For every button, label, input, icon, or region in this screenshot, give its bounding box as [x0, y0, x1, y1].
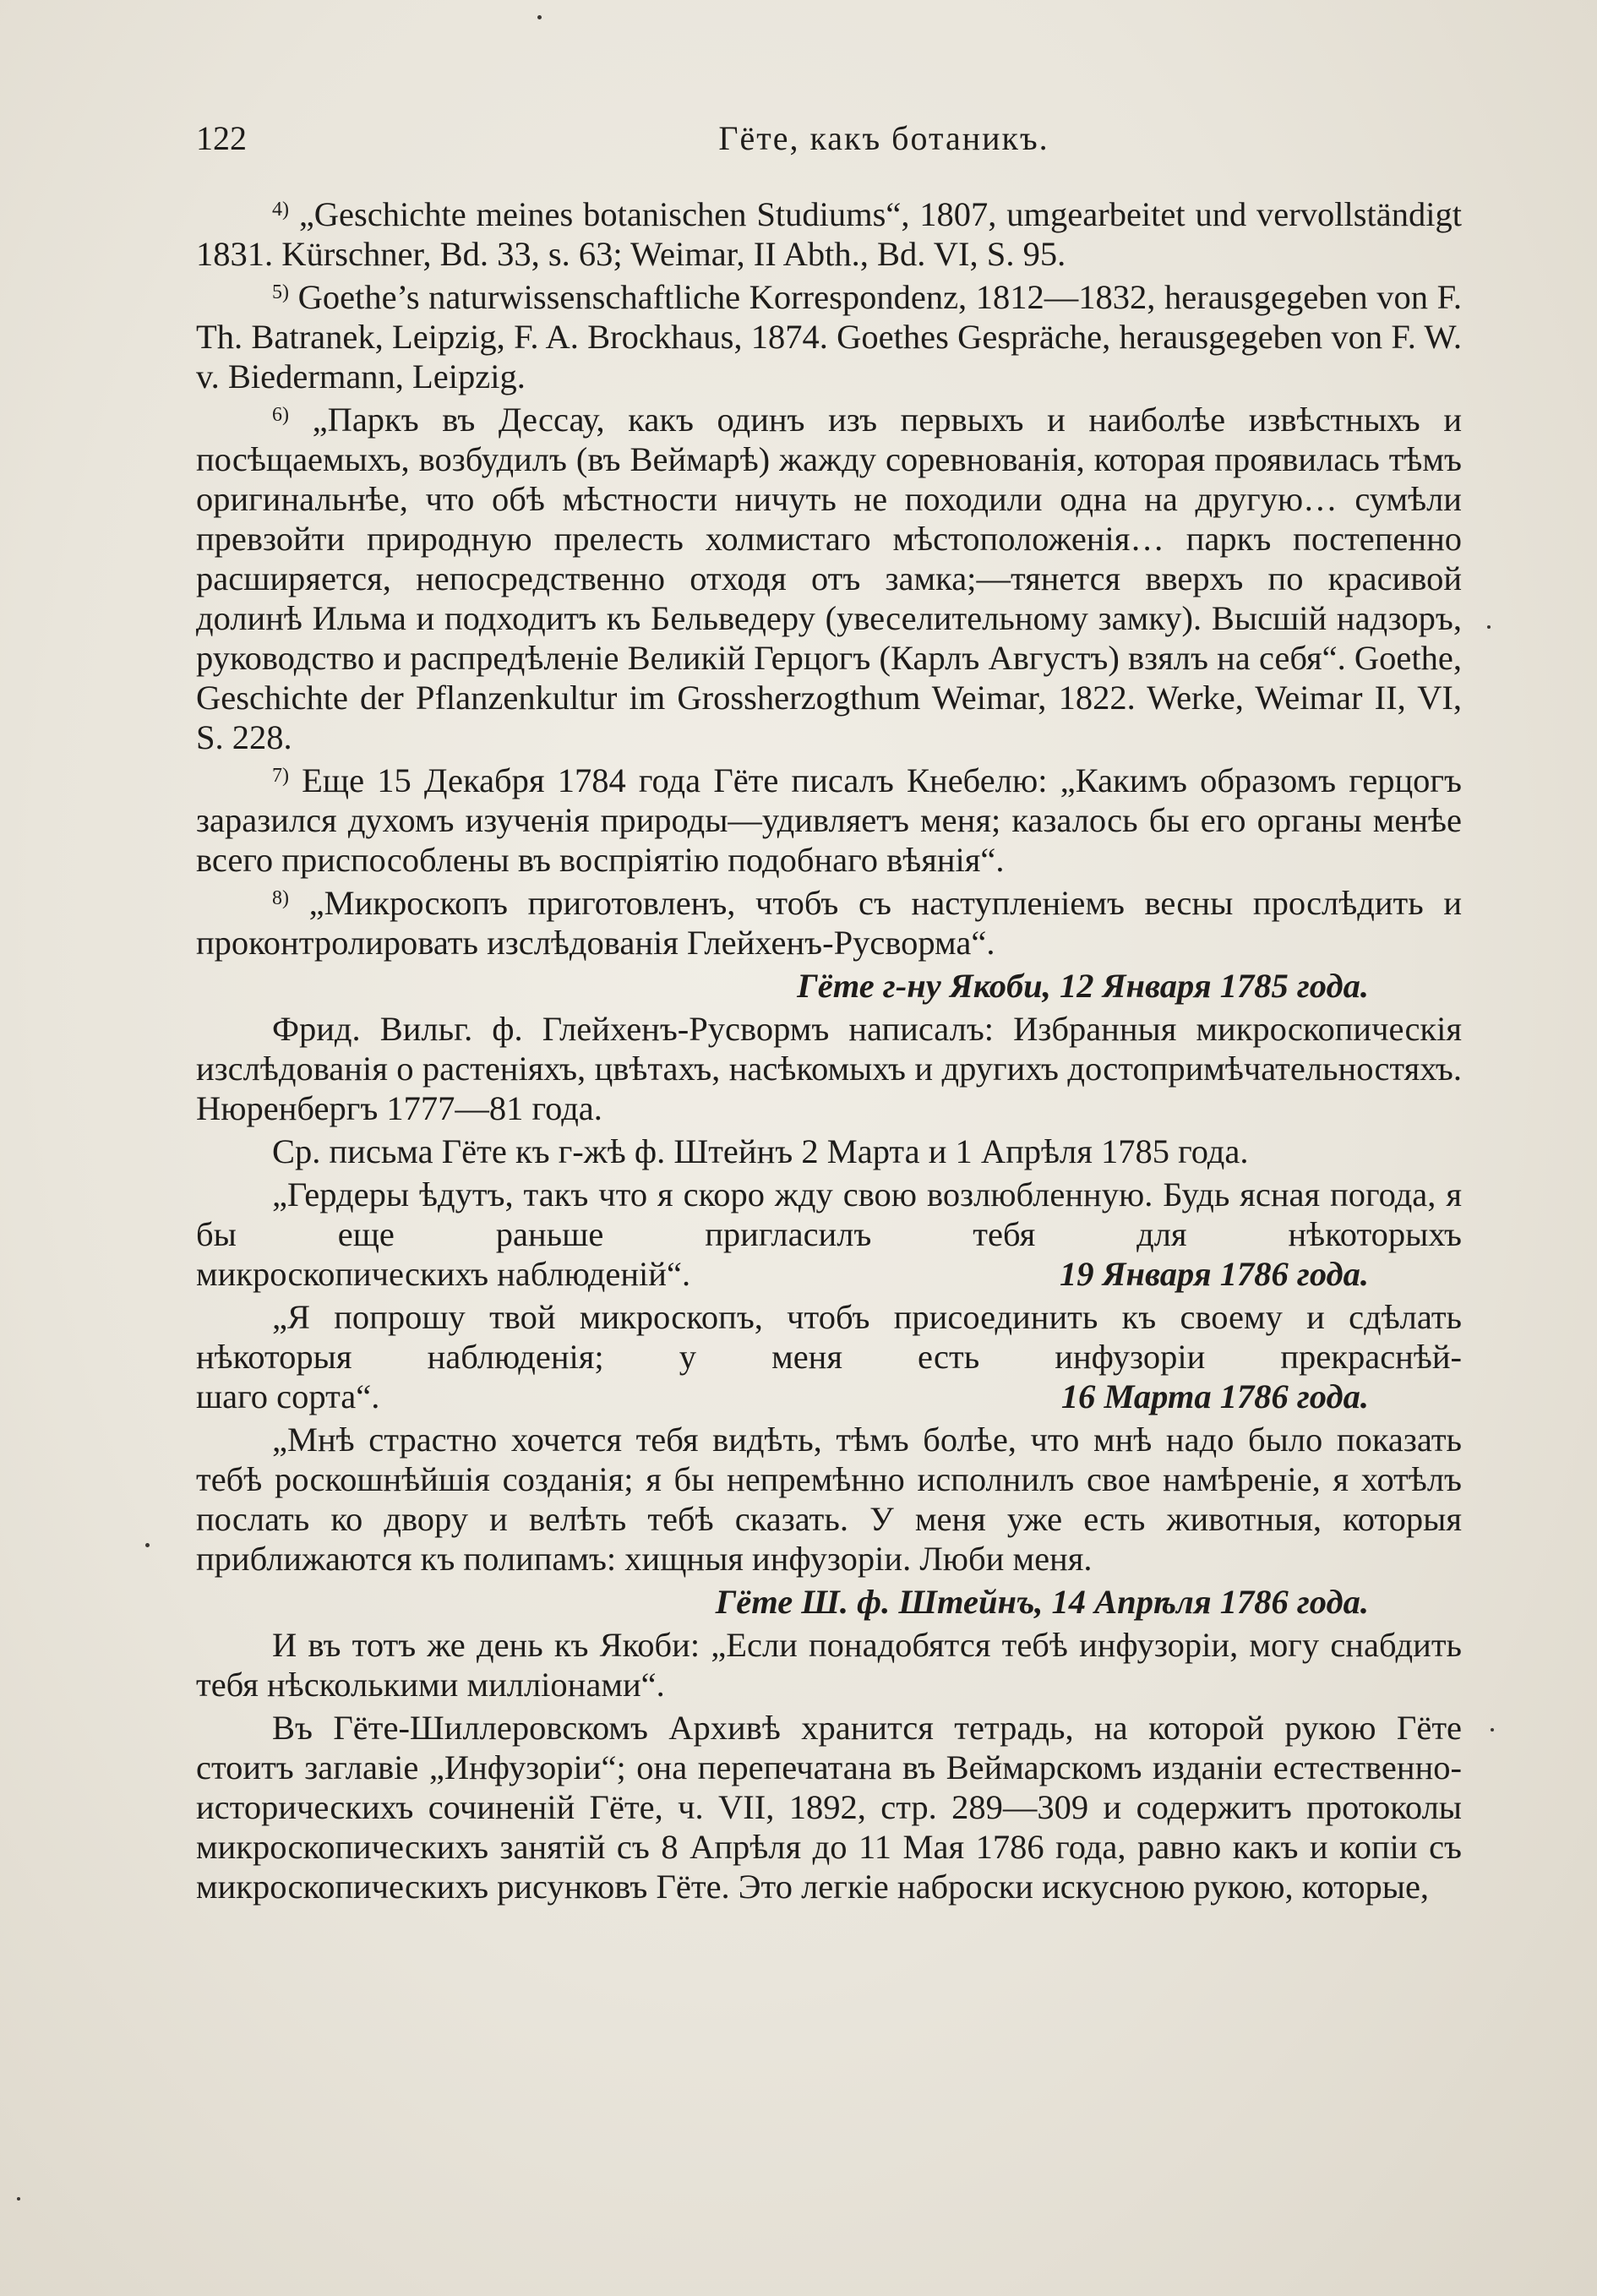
page-number: 122	[196, 119, 247, 157]
letter-quote: „Я попрошу твой микроскопъ, чтобъ присоединить къ своему и сдѣлать нѣкоторыя наблюденія; у меня есть инфузоріи прекраснѣй-	[196, 1298, 1462, 1376]
body-paragraph: Въ Гёте-Шиллеровскомъ Архивѣ хранится тетрадь, на которой рукою Гёте стоитъ заглавіе „Инфузоріи“; она перепечатана въ Веймарскомъ изданіи естественно-историческихъ сочиненій Гёте, ч. VII, 1892, стр. 289—309 и содержитъ протоколы микроскопическихъ занятій съ 8 Апрѣля до 11 Мая 1786 года, равно какъ и копіи съ микроскопическихъ рисунковъ Гёте. Это легкіе наброски искусною рукою, которые,	[196, 1709, 1462, 1906]
footnote-mark: 5)	[272, 281, 289, 303]
footnote-mark: 6)	[272, 404, 289, 426]
letter-signature: Гёте Ш. ф. Штейнъ, 14 Апрѣля 1786 года.	[715, 1583, 1369, 1621]
footnote-text: Еще 15 Декабря 1784 года Гёте писалъ Кнебелю: „Какимъ образомъ герцогъ заразился духомъ изученія природы—удивляетъ меня; казалось бы его органы менѣе всего приспособлены въ воспріятію подобнаго вѣянія“.	[196, 761, 1462, 879]
print-speck	[537, 15, 542, 19]
footnote-6	[196, 400, 1462, 757]
body-paragraph: Фрид. Вильг. ф. Глейхенъ-Русвормъ написалъ: Избранныя микроскопическія изслѣдованія о растеніяхъ, цвѣтахъ, насѣкомыхъ и другихъ достопримѣчательностяхъ. Нюренбергъ 1777—81 года.	[196, 1010, 1462, 1127]
page-header	[196, 118, 1462, 157]
quote-last-line: микроскопическихъ наблюденій“.	[196, 1255, 691, 1293]
letter-date: 16 Марта 1786 года.	[1060, 1377, 1369, 1415]
footnote-5	[196, 277, 1462, 396]
footnote-8	[196, 883, 1462, 963]
footnote-text: „Geschichte meines botanischen Studiums“, 1807, umgearbeitet und vervollständigt 1831. Kürschner, Bd. 33, s. 63; Weimar, II Abth., Bd. VI, S. 95.	[196, 195, 1462, 273]
print-speck	[1491, 1728, 1494, 1732]
letter-quote: „Гердеры ѣдутъ, такъ что я скоро жду свою возлюбленную. Будь ясная погода, я бы еще раньше пригласилъ тебя для нѣкоторыхъ	[196, 1175, 1462, 1253]
footnote-mark: 8)	[272, 887, 289, 909]
footnote-mark: 7)	[272, 765, 289, 787]
footnote-text: Goethe’s naturwissenschaftliche Korrespondenz, 1812—1832, herausgegeben von F. Th. Batranek, Leipzig, F. A. Brockhaus, 1874. Goethes Gespräche, herausgegeben von F. W. v. Biedermann, Leipzig.	[196, 278, 1463, 395]
quote-last-line: шаго сорта“.	[196, 1377, 380, 1415]
footnote-4	[196, 194, 1462, 274]
footnote-7	[196, 761, 1462, 880]
page-content	[196, 118, 1462, 1910]
letter-date: 19 Января 1786 года.	[1059, 1255, 1369, 1293]
footnote-mark: 4)	[272, 199, 289, 221]
footnote-text: „Паркъ въ Дессау, какъ одинъ изъ первыхъ и наиболѣе извѣстныхъ и посѣщаемыхъ, возбудилъ (въ Веймарѣ) жажду соревнованія, которая проявилась тѣмъ оригинальнѣе, что обѣ мѣстности ничуть не походили одна на другую… сумѣли превзойти природную прелесть холмистаго мѣстоположенія… паркъ постепенно расширяется, непосредственно отходя отъ замка;—тянется вверхъ по красивой долинѣ Ильма и подходитъ къ Бельведеру (увеселительному замку). Высшій надзоръ, руководство и распредѣленіе Великій Герцогъ (Карлъ Августъ) взялъ на себя“. Goethe, Geschichte der Pflanzenkultur im Grossherzogthum Weimar, 1822. Werke, Weimar II, VI, S. 228.	[196, 401, 1462, 756]
body-paragraph: И въ тотъ же день къ Якоби: „Если понадобятся тебѣ инфузоріи, могу снабдить тебя нѣсколькими милліонами“.	[196, 1626, 1462, 1704]
letter-quote-end	[196, 1377, 1462, 1416]
body-paragraph: Ср. письма Гёте къ г-жѣ ф. Штейнъ 2 Марта и 1 Апрѣля 1785 года.	[272, 1132, 1249, 1170]
print-speck	[17, 2197, 20, 2201]
footnote-text: „Микроскопъ приготовленъ, чтобъ съ наступленіемъ весны прослѣдить и проконтролировать изслѣдованія Глейхенъ-Русворма“.	[196, 884, 1463, 962]
letter-quote: „Мнѣ страстно хочется тебя видѣть, тѣмъ болѣе, что мнѣ надо было показать тебѣ роскошнѣйшія созданія; я бы непремѣнно исполнилъ свое намѣреніе, я хотѣлъ послать ко двору и велѣть тебѣ сказать. У меня уже есть животныя, которыя приближаются къ полипамъ: хищныя инфузоріи. Люби меня.	[196, 1421, 1462, 1578]
print-speck	[1487, 625, 1491, 629]
running-title: Гёте, какъ ботаникъ.	[718, 119, 1049, 157]
letter-quote-end	[196, 1254, 1462, 1294]
print-speck	[145, 1543, 150, 1547]
letter-signature: Гёте г-ну Якоби, 12 Января 1785 года.	[797, 967, 1369, 1005]
